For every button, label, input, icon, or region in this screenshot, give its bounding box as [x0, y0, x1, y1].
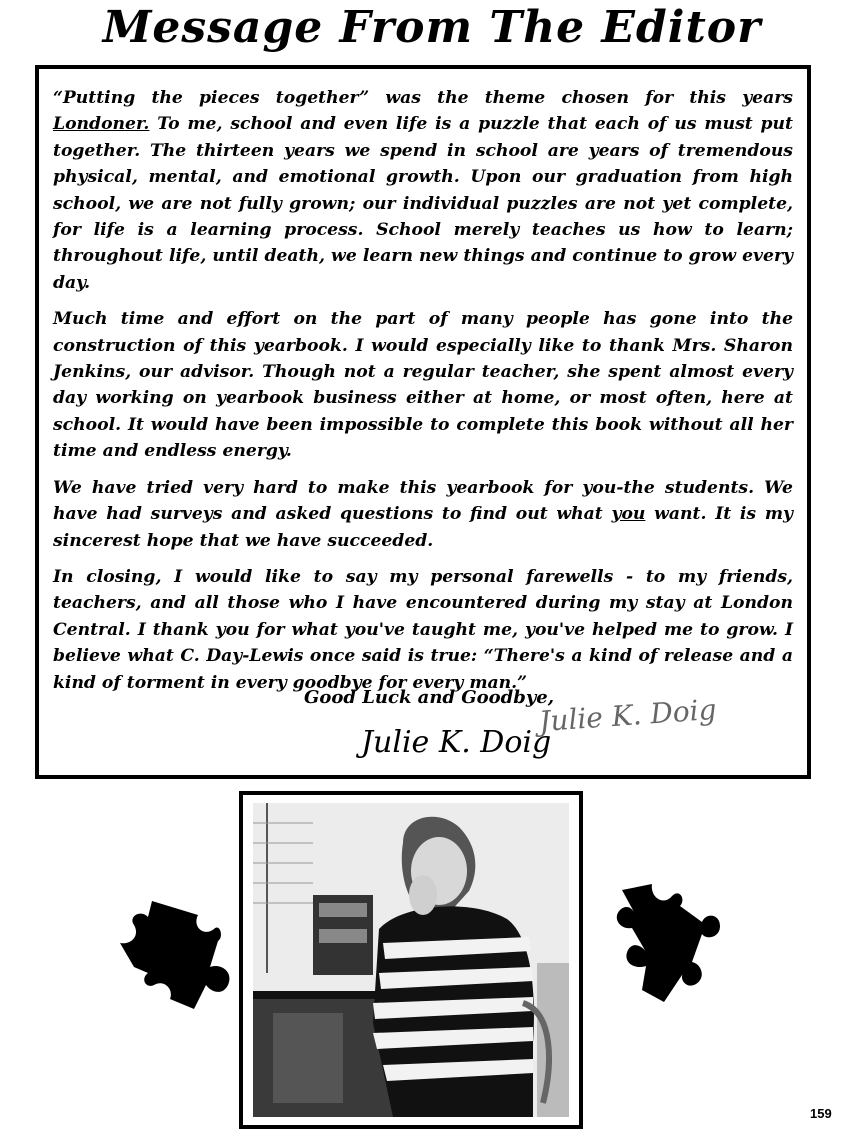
closing-line: Good Luck and Goodbye,	[304, 687, 555, 708]
puzzle-piece-left-icon	[112, 893, 240, 1019]
editor-at-desk-photo	[253, 803, 569, 1117]
signature-pencil: Julie K. Doig	[538, 692, 718, 739]
editor-letter-box	[35, 65, 811, 779]
signature-ink: Julie K. Doig	[361, 725, 552, 760]
paragraph-4: In closing, I would like to say my personal farewells - to my friends, teachers, and all those who I have encountered during my stay at London Central. I thank you for what you've taught me, you've helped me to grow. I believe what C. Day-Lewis once said is true: “There's a kind of release and a kind of torment in every goodbye for every man.”	[53, 566, 793, 693]
letter-body	[53, 85, 793, 706]
paragraph-3: We have tried very hard to make this yearbook for you-the students. We have had surveys and asked questions to find out what you want. It is my sincerest hope that we have succeeded.	[53, 477, 793, 551]
page-title: Message From The Editor	[102, 2, 762, 53]
puzzle-piece-right-icon	[602, 878, 728, 1010]
emphasis-you: you	[611, 504, 646, 525]
page-number: 159	[810, 1106, 832, 1121]
yearbook-name: Londoner.	[53, 114, 150, 135]
photo-frame	[239, 791, 583, 1129]
paragraph-2: Much time and effort on the part of many people has gone into the construction of this yearbook. I would especially like to thank Mrs. Sharon Jenkins, our advisor. Though not a regular teacher, she spent almost every day working on yearbook business either at home, or most often, here at school. It would have been impossible to complete this book without all her time and endless energy.	[53, 309, 793, 462]
paragraph-1: “Putting the pieces together” was the theme chosen for this years Londoner. To me, school and even life is a puzzle that each of us must put together. The thirteen years we spend in school are years of tremendous physical, mental, and emotional growth. Upon our graduation from high school, we are not fully grown; our individual puzzles are not yet complete, for life is a learning process. School merely teaches us how to learn; throughout life, until death, we learn new things and continue to grow every day.	[53, 88, 793, 293]
